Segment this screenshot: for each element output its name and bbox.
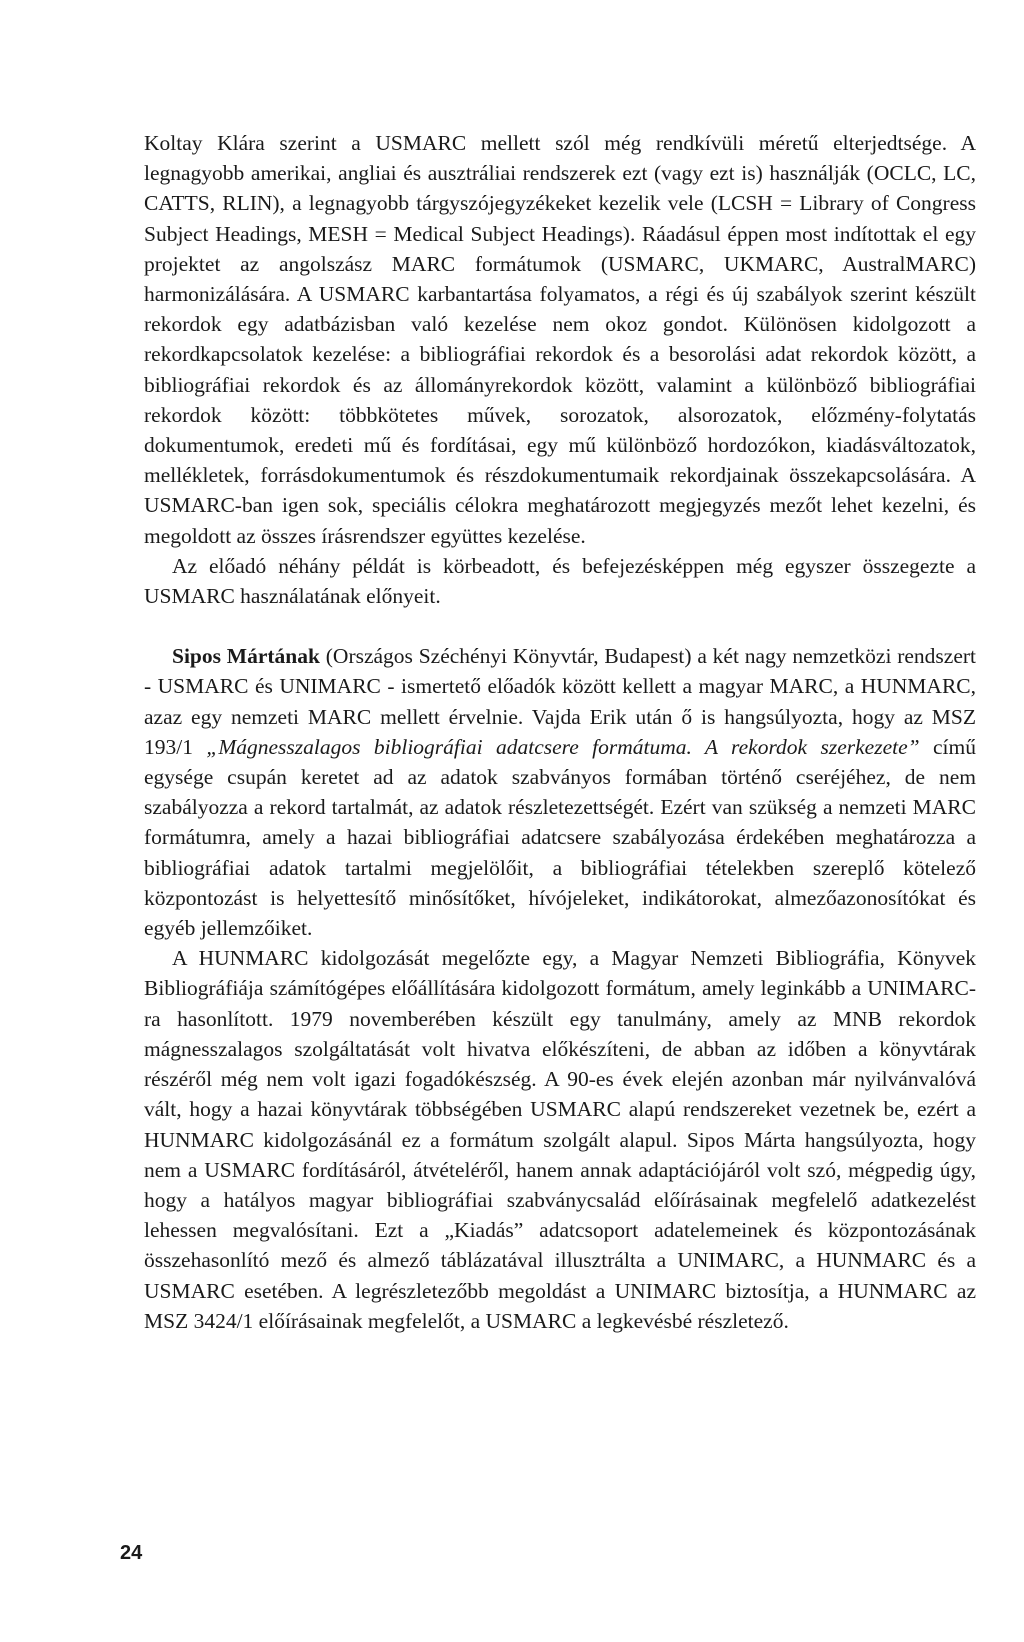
paragraph-sipos <box>144 641 976 943</box>
paragraph-hunmarc: A HUNMARC kidolgozását megelőzte egy, a Magyar Nemzeti Bibliográfia, Könyvek Bibliográfiája számítógépes előállítására kidolgozott formátum, amely leginkább a UNIMARC-ra hasonlított. 1979 novemberében készült egy tanulmány, amely az MNB rekordok mágnesszalagos szolgáltatását volt hivatva előkészíteni, de abban az időben a könyvtárak részéről még nem volt igazi fogadókészség. A 90-es évek elején azonban már nyilvánvalóvá vált, hogy a hazai könyvtárak többségében USMARC alapú rendszereket vezetnek be, ezért a HUNMARC kidolgozásánál ez a formátum szolgált alapul. Sipos Márta hangsúlyozta, hogy nem a USMARC fordításáról, átvételéről, hanem annak adaptációjáról volt szó, mégpedig úgy, hogy a hatályos magyar bibliográfiai szabványcsalád előírásainak megfelelő adatkezelést lehessen megvalósítani. Ezt a „Kiadás” adatcsoport adatelemeinek és központozásának összehasonlító mező és almező táblázatával illusztrálta a UNIMARC, a HUNMARC és a USMARC esetében. A legrészletezőbb megoldást a UNIMARC biztosítja, a HUNMARC az MSZ 3424/1 előírásainak megfelelőt, a USMARC a legkevésbé részletező. <box>144 946 976 1333</box>
page-number: 24 <box>120 1542 143 1564</box>
document-body <box>144 128 976 1336</box>
standard-title: „Mágnesszalagos bibliográfiai adatcsere formátuma. A rekordok szerkezete” <box>206 734 920 759</box>
paragraph-gap <box>144 611 976 641</box>
paragraph-usmarc-spread: Koltay Klára szerint a USMARC mellett szól még rendkívüli méretű elterjedtsége. A legnagyobb amerikai, angliai és ausztráliai rendszerek ezt (vagy ezt is) használják (OCLC, LC, CATTS, RLIN), a legnagyobb tárgyszójegyzékeket kezelik vele (LCSH = Library of Congress Subject Headings, MESH = Medical Subject Headings). Ráadásul éppen most indítottak el egy projektet az angolszász MARC formátumok (USMARC, UKMARC, AustralMARC) harmonizálására. A USMARC karbantartása folyamatos, a régi és új szabályok szerint készült rekordok egy adatbázisban való kezelése nem okoz gondot. Különösen kidolgozott a rekordkapcsolatok kezelése: a bibliográfiai rekordok és a besorolási adat rekordok között, a bibliográfiai rekordok és az állományrekordok között, valamint a különböző bibliográfiai rekordok között: többkötetes művek, sorozatok, alsorozatok, előzmény-folytatás dokumentumok, eredeti mű és fordításai, egy mű különböző hordozókon, kiadásváltozatok, mellékletek, forrásdokumentumok és részdokumentumaik rekordjainak összekapcsolására. A USMARC-ban igen sok, speciális célokra meghatározott megjegyzés mezőt lehet kezelni, és megoldott az összes írásrendszer együttes kezelése. <box>144 131 976 548</box>
speaker-name: Sipos Mártának <box>172 644 320 669</box>
paragraph-summary: Az előadó néhány példát is körbeadott, és befejezésképpen még egyszer összegezte a USMARC használatának előnyeit. <box>144 553 976 609</box>
paragraph-sipos-text-a: (Országos Széchényi Könyvtár, Budapest) a két nagy nemzetközi rendszert - USMARC és UNIMARC - ismertető előadók között kellett a magyar MARC, a HUNMARC, azaz egy nemzeti MARC mellett érvelnie. Vajda Erik után ő is hangsúlyozta, hogy az MSZ 193/1 <box>144 644 977 759</box>
paragraph-sipos-text-b: című egysége csupán keretet ad az adatok szabványos formában történő cseréjéhez, de nem szabályozza a rekord tartalmát, az adatok részletezettségét. Ezért van szükség a nemzeti MARC formátumra, amely a hazai bibliográfiai adatcsere szabályozása érdekében meghatározza a bibliográfiai adatok tartalmi megjelölőit, a bibliográfiai tételekben szereplő kötelező központozást is helyettesítő minősítőket, hívójeleket, indikátorokat, almezőazonosítókat és egyéb jellemzőiket. <box>144 734 976 941</box>
